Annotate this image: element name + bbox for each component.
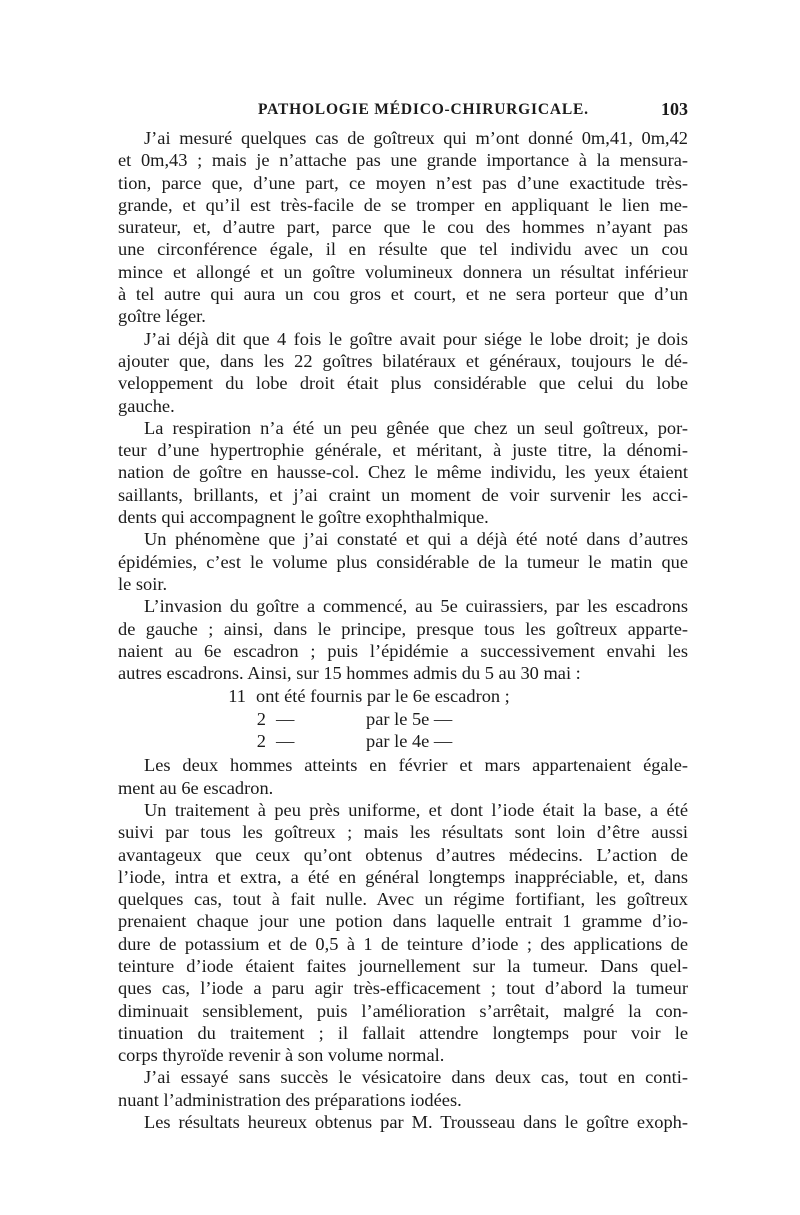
text-line: ques cas, l’iode a paru agir très-efficacement ; tout d’abord la tumeur [118,978,688,999]
text-line: nation de goître en hausse-col. Chez le même individu, les yeux étaient [118,462,688,483]
text-line: nuant l’administration des préparations iodées. [118,1089,462,1110]
table-dash: — [276,708,295,729]
text-line: ment au 6e escadron. [118,777,274,798]
text-line: La respiration n’a été un peu gênée que chez un seul goîtreux, por- [144,417,688,438]
text-line: mince et allongé et un goître volumineux donnera un résultat inférieur [118,261,688,282]
text-line: grande, et qu’il est très-facile de se tromper en appliquant le lien me- [118,194,688,215]
table-count: 2 [256,708,266,729]
text-line: le soir. [118,573,168,594]
text-line: à tel autre qui aura un cou gros et court, et ne sera porteur que d’un [118,284,688,305]
text-line: tion, parce que, d’une part, ce moyen n’est pas d’une exactitude très- [118,172,688,193]
paragraph [118,328,688,417]
table-row [118,708,688,730]
paragraph [118,528,688,595]
table-text: par le 4e — [366,731,453,752]
text-line: suivi par tous les goîtreux ; mais les résultats sont loin d’être aussi [118,822,688,843]
text-line: Un traitement à peu près uniforme, et dont l’iode était la base, a été [144,799,688,820]
text-line: gauche. [118,395,175,416]
body-text [118,127,688,1133]
table-row [118,685,688,707]
text-line: teinture d’iode étaient faites journellement sur la tumeur. Dans quel- [118,955,688,976]
text-line: J’ai mesuré quelques cas de goîtreux qui m’ont donné 0m,41, 0m,42 [144,128,688,148]
text-line: de gauche ; ainsi, dans le principe, presque tous les goîtreux apparte- [118,618,688,639]
text-line: goître léger. [118,306,206,327]
running-title: PATHOLOGIE MÉDICO-CHIRURGICALE. [258,101,589,118]
text-line: Les deux hommes atteints en février et mars appartenaient égale- [144,755,688,776]
paragraph [118,799,688,1067]
text-line: une circonférence égale, il en résulte que tel individu avec un cou [118,239,688,260]
table-count: 11 [228,686,246,707]
text-line: J’ai essayé sans succès le vésicatoire dans deux cas, tout en conti- [144,1067,688,1088]
text-line: avantageux que ceux qu’ont obtenus d’autres médecins. L’action de [118,844,688,865]
text-line: autres escadrons. Ainsi, sur 15 hommes admis du 5 au 30 mai : [118,663,581,684]
paragraph [118,127,688,328]
text-line: corps thyroïde revenir à son volume normal. [118,1045,445,1066]
text-line: épidémies, c’est le volume plus considérable de la tumeur le matin que [118,551,688,572]
text-line: saillants, brillants, et j’ai craint un moment de voir survenir les acci- [118,484,688,505]
table-count: 2 [256,731,266,752]
table-text: par le 5e — [366,708,453,729]
paragraph [118,1066,688,1111]
text-line: prenaient chaque jour une potion dans laquelle entrait 1 gramme d’io- [118,911,688,932]
page-number: 103 [661,99,688,119]
escadron-table [118,685,688,752]
text-line: l’iode, intra et extra, a été en général longtemps inappréciable, et, dans [118,866,688,887]
table-row [118,730,688,752]
text-line: veloppement du lobe droit était plus considérable que celui du lobe [118,373,688,394]
text-line: ajouter que, dans les 22 goîtres bilatéraux et généraux, toujours le dé- [118,350,688,371]
text-line: Les résultats heureux obtenus par M. Trousseau dans le goître exoph- [144,1112,688,1133]
table-dash: — [276,731,295,752]
text-line: L’invasion du goître a commencé, au 5e cuirassiers, par les escadrons [144,596,688,617]
table-text: ont été fournis par le 6e escadron ; [256,686,510,707]
page-header [118,101,688,123]
text-line: dure de potassium et de 0,5 à 1 de teinture d’iode ; des applications de [118,933,688,954]
text-line: Un phénomène que j’ai constaté et qui a déjà été noté dans d’autres [144,529,688,550]
paragraph [118,417,688,528]
text-line: tinuation du traitement ; il fallait attendre longtemps pour voir le [118,1022,688,1043]
text-line: teur d’une hypertrophie générale, et méritant, à juste titre, la dénomi- [118,440,688,461]
paragraph [118,1111,688,1133]
text-line: diminuait sensiblement, puis l’amélioration s’arrêtait, malgré la con- [118,1000,688,1021]
paragraph [118,754,688,799]
text-line: naient au 6e escadron ; puis l’épidémie a successivement envahi les [118,640,688,661]
text-line: et 0m,43 ; mais je n’attache pas une grande importance à la mensura- [118,150,688,171]
text-line: quelques cas, tout à fait nulle. Avec un régime fortifiant, les goîtreux [118,889,688,910]
text-line: J’ai déjà dit que 4 fois le goître avait pour siége le lobe droit; je dois [144,328,688,349]
text-line: dents qui accompagnent le goître exophthalmique. [118,507,489,528]
text-line: surateur, et, d’autre part, parce que le cou des hommes n’ayant pas [118,217,688,238]
paragraph [118,595,688,684]
